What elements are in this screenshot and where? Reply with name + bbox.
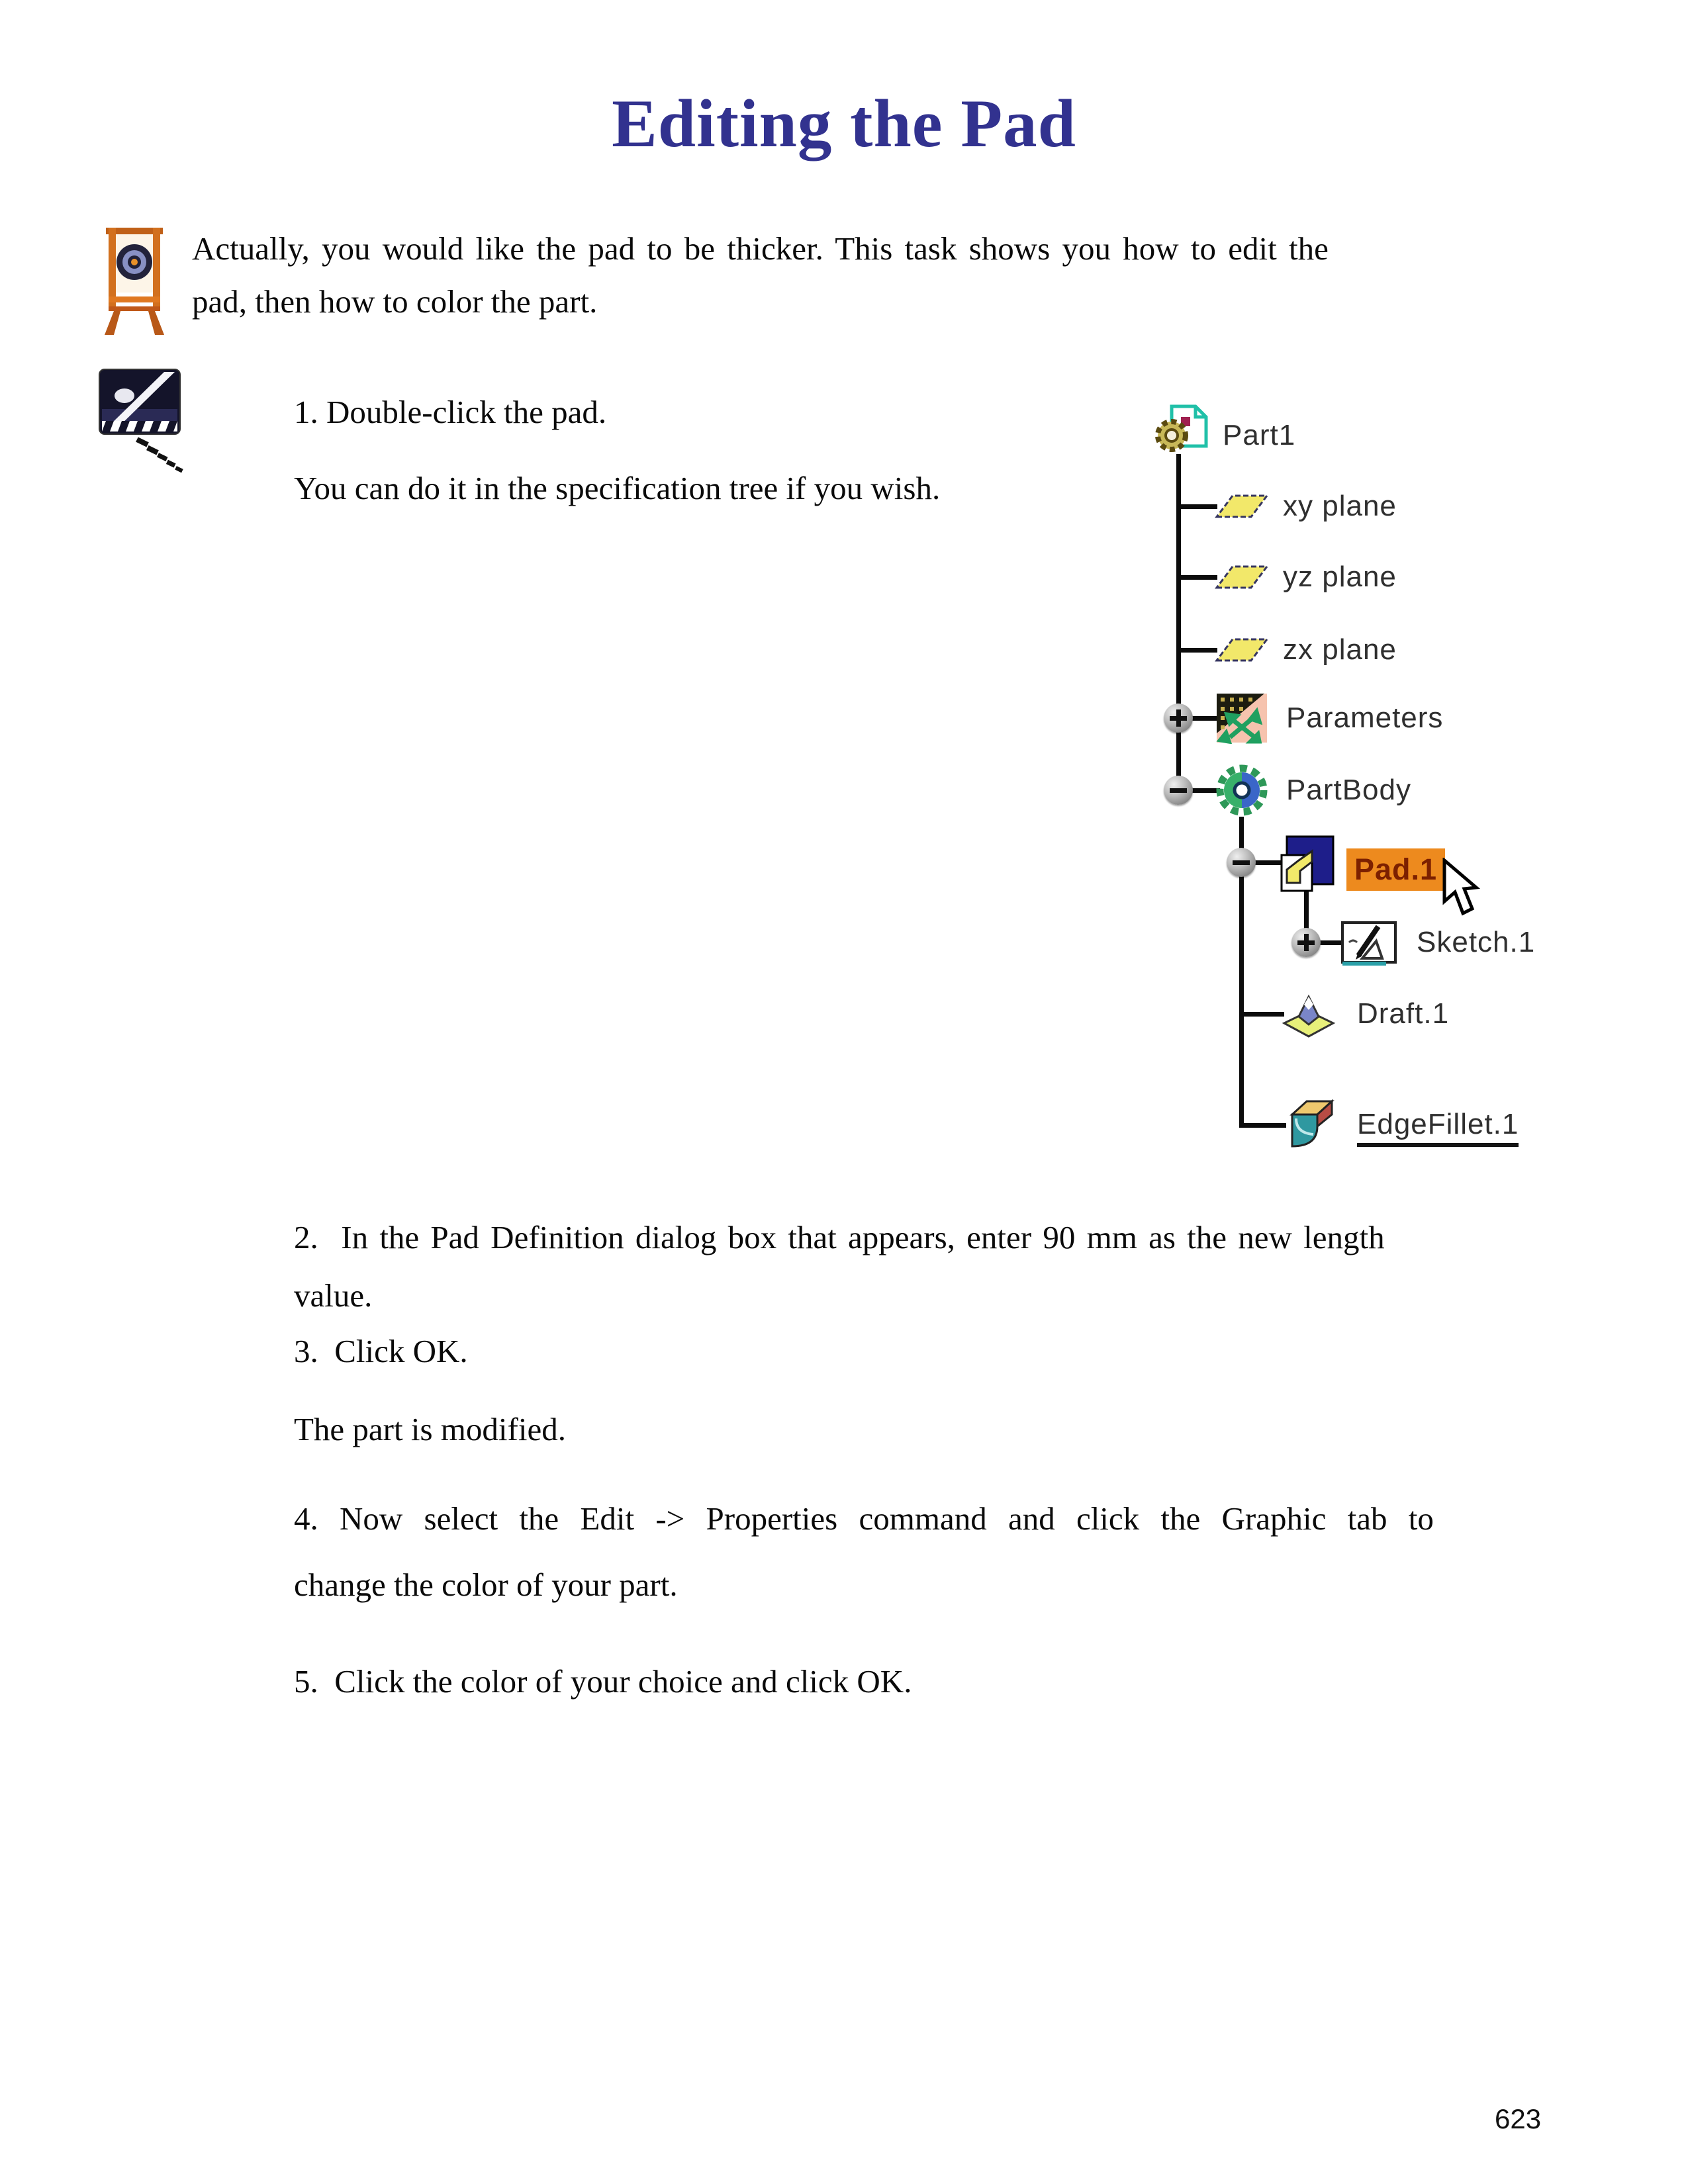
tree-branch-zx <box>1179 648 1217 653</box>
expand-plus-icon[interactable] <box>1291 928 1321 957</box>
tree-item-pad1[interactable]: Pad.1 <box>1346 848 1445 891</box>
step-1-note: You can do it in the specification tree if you wish. <box>294 470 941 506</box>
tree-item-parameters[interactable]: Parameters <box>1286 702 1444 734</box>
intro-line-2: pad, then how to color the part. <box>192 283 598 320</box>
tree-item-partbody[interactable]: PartBody <box>1286 774 1411 806</box>
step-2-line-2: value. <box>294 1277 373 1314</box>
plane-icon[interactable] <box>1214 637 1270 663</box>
step-3: 3. Click OK. <box>294 1333 468 1369</box>
step-1: 1. Double-click the pad. <box>294 394 607 430</box>
step-2-line-1: 2. In the Pad Definition dialog box that appears, enter 90 mm as the new length <box>294 1219 1385 1255</box>
cursor-icon <box>1442 858 1483 923</box>
sketch-icon[interactable] <box>1340 917 1401 968</box>
page-title: Editing the Pad <box>612 86 1076 161</box>
tree-branch-yz <box>1179 575 1217 580</box>
scenario-icon <box>98 368 194 480</box>
collapse-minus-icon[interactable] <box>1227 848 1256 877</box>
collapse-minus-icon[interactable] <box>1164 776 1193 805</box>
step-5: 5. Click the color of your choice and click OK. <box>294 1663 912 1700</box>
tree-branch-draft <box>1241 1012 1284 1017</box>
task-target-icon <box>101 225 168 339</box>
tree-item-edgefillet1[interactable]: EdgeFillet.1 <box>1357 1108 1519 1147</box>
tree-item-yz-plane[interactable]: yz plane <box>1283 561 1397 593</box>
draft-icon[interactable] <box>1280 989 1337 1039</box>
modified-note: The part is modified. <box>294 1411 566 1447</box>
plane-icon[interactable] <box>1214 493 1270 520</box>
edgefillet-icon[interactable] <box>1283 1096 1338 1150</box>
tree-item-sketch1[interactable]: Sketch.1 <box>1417 926 1536 958</box>
tree-branch-pad <box>1252 860 1283 865</box>
step-4-line-1: 4. Now select the Edit -> Properties command and click the Graphic tab to <box>294 1500 1434 1537</box>
partbody-icon[interactable] <box>1215 761 1268 819</box>
expand-plus-icon[interactable] <box>1164 704 1193 733</box>
tree-item-draft1[interactable]: Draft.1 <box>1357 997 1450 1030</box>
parameters-icon[interactable] <box>1215 692 1268 744</box>
tree-item-zx-plane[interactable]: zx plane <box>1283 633 1397 666</box>
tree-item-part1[interactable]: Part1 <box>1223 419 1296 451</box>
pad-icon[interactable] <box>1280 835 1335 892</box>
tree-branch-edgefillet <box>1241 1123 1286 1128</box>
page-number: 623 <box>1495 2103 1542 2134</box>
tree-branch-parameters <box>1190 716 1219 721</box>
step-4-line-2: change the color of your part. <box>294 1567 678 1603</box>
intro-line-1: Actually, you would like the pad to be thicker. This task shows you how to edit the <box>192 230 1329 267</box>
part-icon[interactable] <box>1152 402 1211 458</box>
tree-item-xy-plane[interactable]: xy plane <box>1283 490 1397 522</box>
plane-icon[interactable] <box>1214 564 1270 590</box>
tree-branch-xy <box>1179 504 1217 509</box>
